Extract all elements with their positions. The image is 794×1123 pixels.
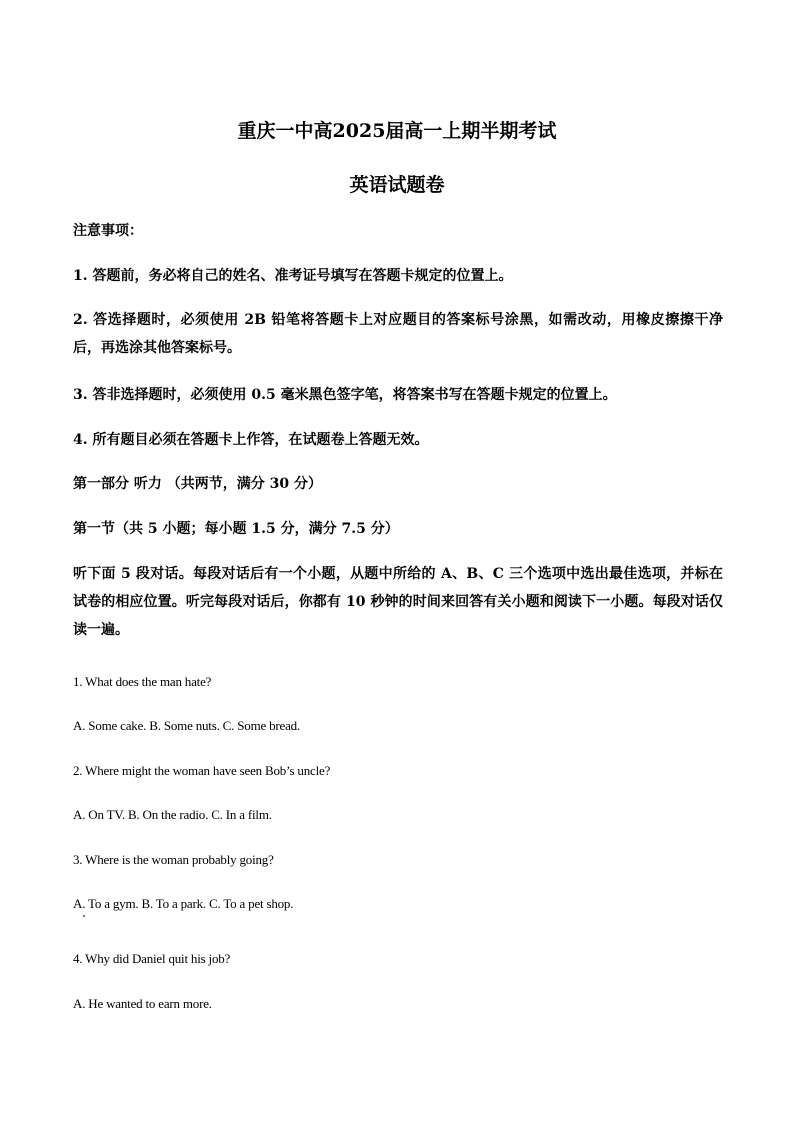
question-1-options: A. Some cake. B. Some nuts. C. Some bread. xyxy=(73,718,301,733)
notice-item-2: 2. 答选择题时，必须使用 2B 铅笔将答题卡上对应题目的答案标号涂黑，如需改动，用橡皮擦擦干净后，再选涂其他答案标号。 xyxy=(73,312,723,356)
question-4-stem: 4. Why did Daniel quit his job? xyxy=(73,951,231,966)
notice-item-3: 3. 答非选择题时，必须使用 0.5 毫米黑色签字笔，将答案书写在答题卡规定的位置上。 xyxy=(73,387,617,403)
question-1-stem: 1. What does the man hate? xyxy=(73,674,212,689)
notice-heading: 注意事项： xyxy=(73,223,143,239)
listening-instructions: 听下面 5 段对话。每段对话后有一个小题，从题中所给的 A、B、C 三个选项中选出最佳选项，并标在试卷的相应位置。听完每段对话后，你都有 10 秒钟的时间来回答有关小题和阅读下一小题。每段对话仅读一遍。 xyxy=(73,566,723,638)
part-heading: 第一部分 听力 （共两节，满分 30 分） xyxy=(73,476,322,492)
question-2-stem: 2. Where might the woman have seen Bob’s uncle? xyxy=(73,763,331,778)
question-3-options: A. To a gym. B. To a park. C. To a pet shop. xyxy=(73,896,294,911)
question-3-stem: 3. Where is the woman probably going? xyxy=(73,852,274,867)
question-2-options: A. On TV. B. On the radio. C. In a film. xyxy=(73,807,272,822)
stray-mark xyxy=(83,915,85,917)
notice-item-4: 4. 所有题目必须在答题卡上作答，在试题卷上答题无效。 xyxy=(73,432,429,448)
notice-item-1: 1. 答题前，务必将自己的姓名、准考证号填写在答题卡规定的位置上。 xyxy=(73,268,513,284)
question-4-options: A. He wanted to earn more. xyxy=(73,996,212,1011)
exam-subtitle: 英语试题卷 xyxy=(349,174,445,196)
exam-title: 重庆一中高2025届高一上期半期考试 xyxy=(237,120,557,142)
section-heading: 第一节（共 5 小题；每小题 1.5 分，满分 7.5 分） xyxy=(73,521,399,537)
